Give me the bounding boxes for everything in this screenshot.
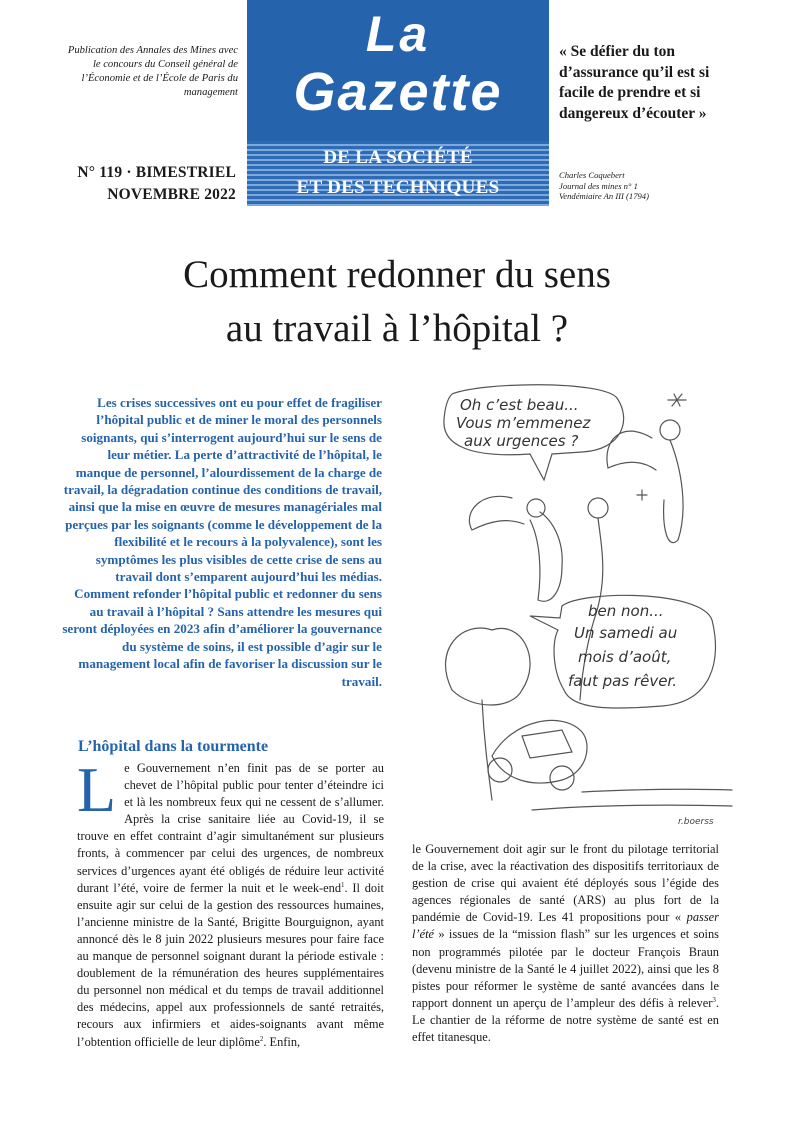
footnote-ref-2: 2	[259, 1034, 264, 1043]
cartoon-drawing	[412, 380, 744, 826]
col1-text-2: . Il doit ensuite agir sur celui de la gestion des ressources humaines, l’ancienne ministre de la Santé, Brigitte Bourguignon, ayant annoncé dès le 8 juin 2022 plusieurs mesures pour faire face au manque de personnel soignant durant la période estivale : doublement de la rémunération des heures supplémentaires du personnel non médical et du temps de travail additionnel des médecins, appel aux professionnels de santé retraités, recours aux infirmiers et aides-soignants avant même l’obtention officielle de leur diplôme	[77, 880, 384, 1049]
bubble1-line-3: aux urgences ?	[464, 432, 579, 450]
cartoon-illustration	[412, 380, 744, 826]
col2-text-3: . Le chantier de la réforme de notre système de santé est en effet titanesque.	[412, 995, 719, 1045]
col1-text-3: . Enfin,	[263, 1034, 301, 1049]
bubble2-line-2: Un samedi au	[574, 624, 678, 642]
masthead	[247, 0, 549, 206]
illustrator-signature: r.boerss	[678, 817, 714, 826]
quote-author: Charles Coquebert	[559, 170, 625, 180]
masthead-quote: « Se défier du ton d’assurance qu’il est si facile de prendre et si dangereux d’écouter »	[559, 43, 710, 122]
col2-text-1: le Gouvernement doit agir sur le front du pilotage territorial de la crise, avec la réactivation des dispositifs territoriaux de gestion de crise qui avaient été déployés sous l’égide des agences régionales de santé (ARS) au plus fort de la pandémie de Covid-19. Les 41 propositions pour «	[412, 842, 719, 925]
article-title-line-1: Comment redonner du sens	[183, 253, 611, 296]
masthead-gazette: Gazette	[293, 62, 503, 122]
quote-citation	[559, 170, 759, 202]
section-heading: L’hôpital dans la tourmente	[78, 738, 269, 755]
body-column-1	[77, 754, 384, 1051]
article-title-line-2: au travail à l’hôpital ?	[225, 307, 569, 350]
issue-info	[60, 162, 236, 206]
footnote-ref-1: 1	[341, 880, 345, 889]
bubble2-line-1: ben non...	[588, 602, 664, 620]
masthead-subtitle-2: ET DES TECHNIQUES	[296, 177, 500, 198]
drop-cap: L	[77, 754, 117, 825]
bubble1-line-1: Oh c’est beau...	[460, 396, 579, 414]
quote-source-2: Vendémiaire An III (1794)	[559, 191, 649, 201]
bubble1-line-2: Vous m’emmenez	[456, 414, 591, 432]
quote-source-1: Journal des mines n° 1	[559, 180, 638, 191]
issue-date: NOVEMBRE 2022	[107, 186, 236, 203]
bubble2-line-4: faut pas rêver.	[568, 672, 677, 690]
publication-info: Publication des Annales des Mines avec le concours du Conseil général de l’Économie et de l’École de Paris du management	[67, 45, 238, 98]
issue-number: N° 119 · BIMESTRIEL	[77, 164, 236, 181]
col2-text-2: » issues de la “mission flash” sur les urgences et soins non programmés pilotée par le docteur François Braun (devenu ministre de la Santé le 4 juillet 2022), ainsi que les 8 pistes pour réformer le système de santé avancées dans le rapport donnent un aperçu de l’ampleur des défis à relever	[412, 927, 719, 1010]
footnote-ref-3: 3	[712, 995, 716, 1004]
masthead-subtitle-1: DE LA SOCIÉTÉ	[323, 147, 473, 168]
col1-text-1: e Gouvernement n’en finit pas de se porter au chevet de l’hôpital public pour tenter d’éteindre ici et là les nombreux feux qui ne cessent de s’allumer. Après la crise sanitaire liée au Covid-19, il se trouve en effet contraint d’agir simultanément sur plusieurs fronts, à commencer par celui des urgences, de nombreux services d’urgences ayant été obligés de réduire leur activité durant l’été, voire de fermer la nuit et le week-end	[77, 761, 384, 895]
bubble2-line-3: mois d’août,	[578, 648, 672, 666]
article-title	[40, 248, 754, 356]
col2-emphasis: passer l’été	[412, 910, 719, 942]
body-column-2	[412, 841, 719, 1046]
article-lede: Les crises successives ont eu pour effet de fragiliser l’hôpital public et de miner le moral des personnels soignants, qui s’interrogent aujourd’hui sur le sens de leur métier. La perte d’attractivité de l’hôpital, le manque de personnel, l’alourdissement de la charge de travail, la dégradation continue des conditions de travail, ainsi que la mise en œuvre de mesures managériales mal perçues par les soignants (comme le développement de la flexibilité et le recours à la polyvalence), sont les symptômes les plus visibles de cette crise de sens au travail dont s’emparent aujourd’hui les médias. Comment refonder l’hôpital public et redonner du sens au travail à l’hôpital ? Sans attendre les mesures qui seront déployées en 2023 afin d’améliorer la gouvernance du système de soins, il est possible d’agir sur le management local afin de favoriser la discussion sur le travail.	[62, 395, 382, 689]
masthead-la: La	[365, 6, 431, 62]
